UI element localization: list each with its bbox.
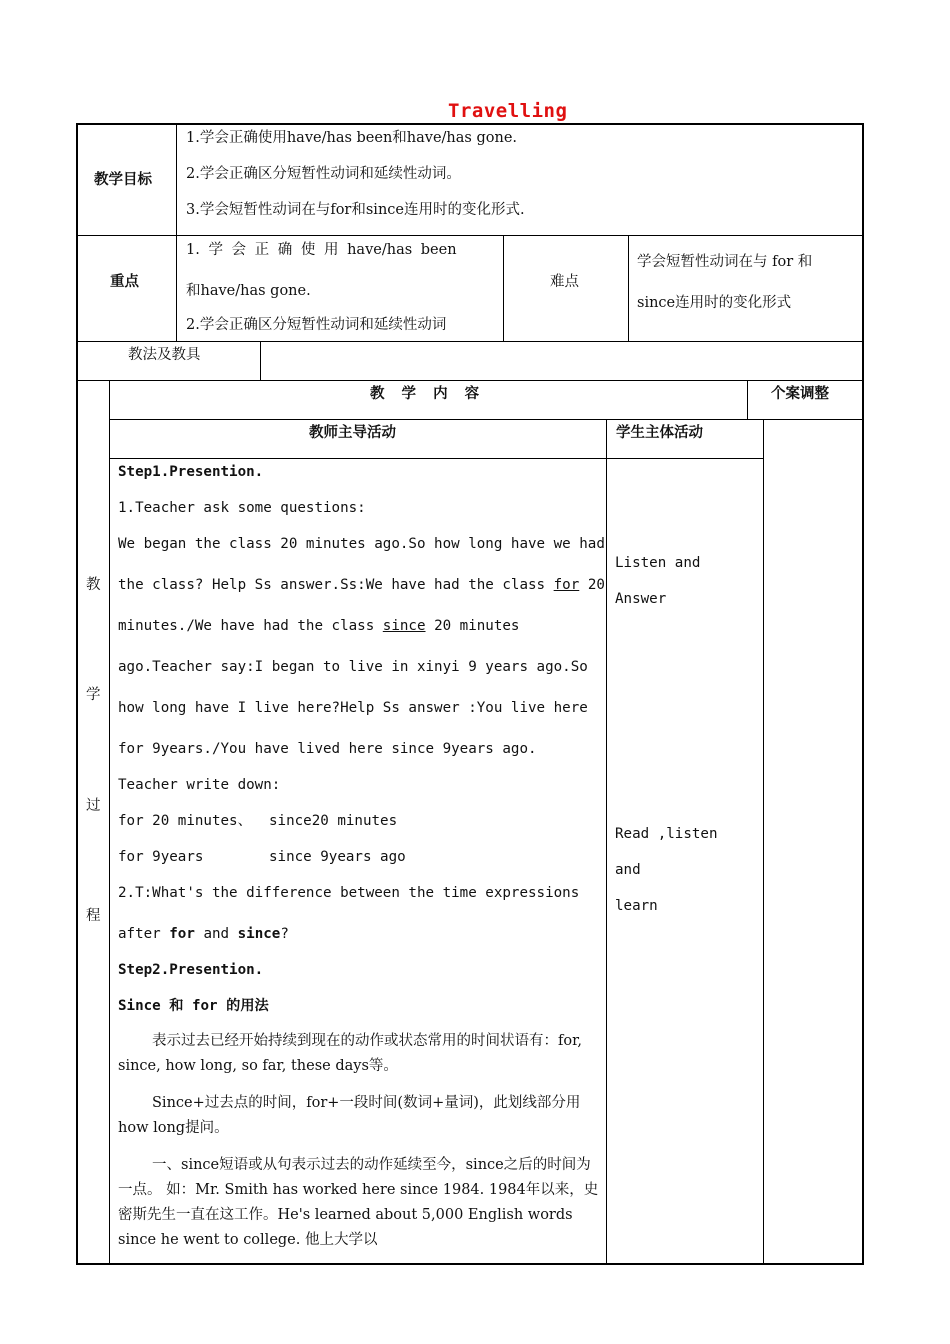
page-title: Travelling (448, 100, 568, 122)
student-line: Read ,listen (615, 826, 718, 842)
text-part: the class? Help Ss answer.Ss:We have had the class (118, 577, 546, 593)
outer-left-border (76, 123, 78, 1265)
key-point-line: 1. 学 会 正 确 使 用 have/has been (186, 242, 457, 258)
text-part: 20 minutes (434, 618, 520, 634)
key-points-label: 重点 (110, 273, 139, 290)
bold-word: for (169, 926, 195, 942)
divider (763, 419, 764, 1264)
underlined-word: for (553, 577, 580, 593)
text-part: minutes./We have had the class (118, 618, 375, 634)
teacher-line: for 9years (118, 849, 204, 865)
text-part: ? (280, 926, 289, 942)
text-part: and (203, 926, 230, 942)
teacher-line: We began the class 20 minutes ago.So how long have we had (118, 536, 605, 552)
teacher-line: since 9years ago (269, 849, 406, 865)
teacher-line: 1.Teacher ask some questions: (118, 500, 366, 516)
teacher-line: for 20 minutes、 (118, 813, 252, 829)
difficulty-line: 学会短暂性动词在与 for 和 (637, 254, 813, 270)
key-point-line: 和have/has gone. (186, 283, 311, 299)
student-line: learn (615, 898, 658, 914)
key-point-line: 2.学会正确区分短暂性动词和延续性动词 (186, 317, 447, 333)
objectives-label: 教学目标 (94, 171, 152, 188)
process-label-char: 学 (86, 687, 101, 703)
teacher-line: ago.Teacher say:I began to live in xinyi 9 years ago.So (118, 659, 588, 675)
teacher-line: since20 minutes (269, 813, 398, 829)
divider (747, 380, 748, 420)
teacher-line (118, 578, 605, 592)
difficulty-line: since连用时的变化形式 (637, 295, 792, 311)
divider (503, 235, 504, 341)
content-header: 教 学 内 容 (370, 385, 480, 402)
divider (260, 341, 261, 381)
process-label-char: 程 (86, 908, 101, 924)
divider (628, 235, 629, 341)
methods-label: 教法及教具 (128, 347, 201, 363)
divider (109, 458, 764, 459)
outer-right-border (862, 123, 864, 1265)
divider (109, 419, 864, 420)
teacher-line: Teacher write down: (118, 777, 281, 793)
teacher-paragraph: 表示过去已经开始持续到现在的动作或状态常用的时间状语有：for, since, how long, so far, these days等。 (118, 1033, 583, 1074)
divider (109, 380, 110, 1264)
outer-top-border (76, 123, 864, 125)
teacher-line: how long have I live here?Help Ss answer :You live here (118, 700, 588, 716)
divider (76, 235, 864, 236)
objective-item: 1.学会正确使用have/has been和have/has gone. (186, 130, 518, 146)
process-label-char: 教 (86, 577, 101, 593)
student-line: Answer (615, 591, 667, 607)
teacher-line (118, 927, 289, 941)
step-heading: Step2.Presention. (118, 962, 264, 978)
divider (176, 123, 177, 341)
bold-word: since (237, 926, 281, 942)
divider (76, 380, 864, 381)
objective-item: 3.学会短暂性动词在与for和since连用时的变化形式. (186, 202, 525, 218)
student-line: Listen and (615, 555, 701, 571)
teacher-line: 2.T:What's the difference between the time expressions (118, 885, 580, 901)
divider (606, 419, 607, 1264)
teacher-line: for 9years./You have lived here since 9years ago. (118, 741, 537, 757)
teacher-paragraph: Since+过去点的时间，for+一段时间(数词+量词)，此划线部分用how long提问。 (118, 1095, 581, 1136)
step-heading: Step1.Presention. (118, 464, 264, 480)
outer-bottom-border (76, 1263, 864, 1265)
text-part: after (118, 926, 161, 942)
difficulty-label: 难点 (550, 274, 579, 290)
student-activity-header: 学生主体活动 (616, 424, 703, 441)
underlined-word: since (382, 618, 426, 634)
objective-item: 2.学会正确区分短暂性动词和延续性动词。 (186, 166, 461, 182)
usage-title: Since 和 for 的用法 (118, 998, 269, 1014)
process-label-char: 过 (86, 798, 101, 814)
teacher-activity-header: 教师主导活动 (309, 424, 396, 441)
adjust-header: 个案调整 (771, 385, 829, 402)
divider (76, 341, 864, 342)
student-line: and (615, 862, 641, 878)
teacher-paragraph: 一、since短语或从句表示过去的动作延续至今，since之后的时间为一点。 如：Mr. Smith has worked here since 1984. 1984年以来，史密斯先生一直在这工作。He's learned about 5,000 English words since he went to college. 他上大学以 (118, 1157, 599, 1248)
teacher-line (118, 619, 519, 633)
text-part: 20 (587, 577, 605, 593)
